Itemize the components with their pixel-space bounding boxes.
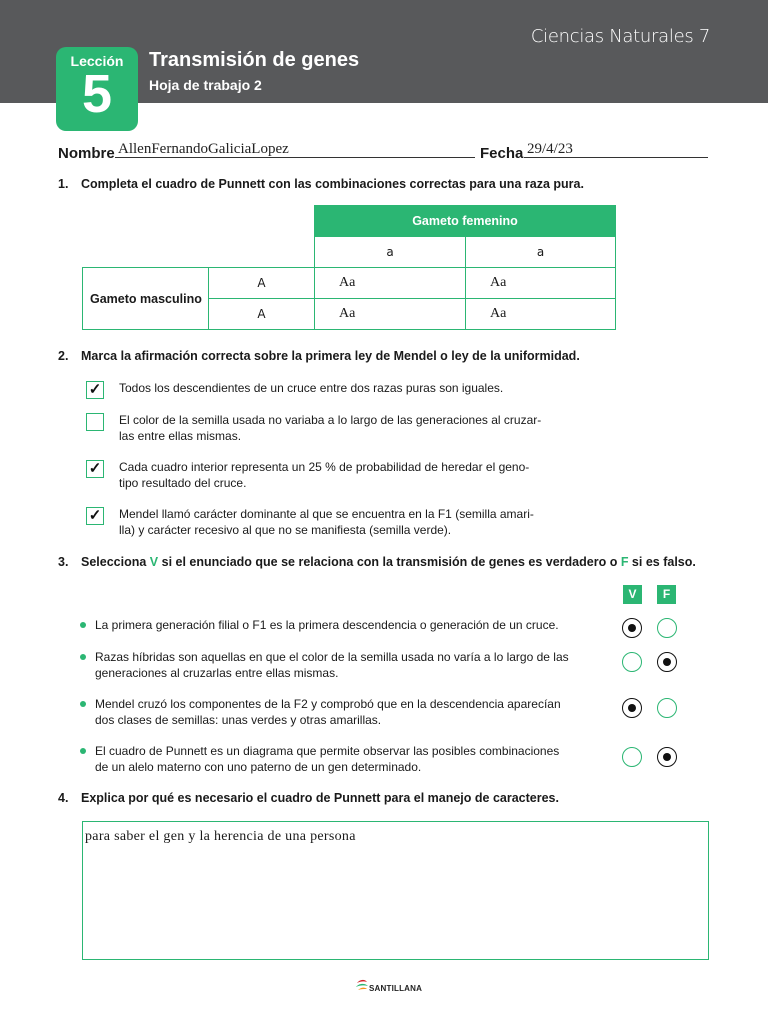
option-text: Cada cuadro interior representa un 25 % de probabilidad de heredar el geno- tipo resultado del cruce.	[119, 460, 530, 490]
santillana-logo-icon	[355, 979, 369, 993]
radio-true[interactable]	[622, 698, 642, 718]
question-4	[58, 791, 559, 805]
subject-title: Ciencias Naturales 7	[530, 26, 710, 47]
male-allele: A	[209, 299, 315, 330]
female-allele: a	[466, 237, 616, 268]
statement-text: La primera generación filial o F1 es la primera descendencia o generación de un cruce.	[95, 618, 559, 632]
punnett-cell[interactable]: Aa	[315, 268, 466, 299]
bullet-icon	[80, 622, 86, 628]
worksheet-title: Transmisión de genes	[149, 49, 360, 71]
lesson-label: Lección	[70, 53, 124, 69]
checkbox-option[interactable]	[86, 507, 556, 547]
tf-statement	[80, 697, 680, 733]
radio-false[interactable]	[657, 698, 677, 718]
radio-true[interactable]	[622, 652, 642, 672]
false-column-header: F	[657, 585, 676, 604]
female-allele: a	[315, 237, 466, 268]
statement-text: El cuadro de Punnett es un diagrama que permite observar las posibles combinaciones de un alelo materno con uno paterno de un gen determinado.	[95, 744, 560, 774]
question-number: 2.	[58, 349, 69, 363]
question-1	[58, 177, 584, 191]
question-number: 1.	[58, 177, 69, 191]
question-text: Completa el cuadro de Punnett con las combinaciones correctas para una raza pura.	[81, 177, 584, 191]
tf-statement	[80, 618, 680, 654]
checkbox[interactable]	[86, 413, 104, 431]
true-column-header: V	[623, 585, 642, 604]
statement-text: Razas híbridas son aquellas en que el color de la semilla usada no varía a lo largo de las generaciones al cruzarlas entre ellas mismas.	[95, 650, 569, 680]
date-label: Fecha	[480, 145, 524, 162]
true-letter: V	[149, 555, 159, 569]
option-text: El color de la semilla usada no variaba a lo largo de las generaciones al cruzar- las entre ellas mismas.	[119, 413, 542, 443]
false-letter: F	[620, 555, 629, 569]
bullet-icon	[80, 748, 86, 754]
radio-false[interactable]	[657, 652, 677, 672]
checkbox[interactable]: ✓	[86, 381, 104, 399]
publisher-name: SANTILLANA	[369, 984, 423, 993]
bullet-icon	[80, 654, 86, 660]
female-gamete-header: Gameto femenino	[315, 206, 616, 237]
statement-text: Mendel cruzó los componentes de la F2 y comprobó que en la descendencia aparecían dos clases de semillas: unas verdes y otras amarillas.	[95, 697, 561, 727]
punnett-square	[82, 205, 616, 330]
bullet-icon	[80, 701, 86, 707]
santillana-logo	[355, 979, 423, 995]
answer-text: para saber el gen y la herencia de una persona	[85, 829, 356, 844]
checkbox[interactable]: ✓	[86, 507, 104, 525]
punnett-cell[interactable]: Aa	[466, 268, 616, 299]
question-2	[58, 349, 580, 363]
date-field[interactable]: 29/4/23	[527, 141, 573, 157]
punnett-cell[interactable]: Aa	[466, 299, 616, 330]
tf-statement	[80, 650, 680, 686]
male-gamete-label: Gameto masculino	[83, 268, 209, 330]
option-text: Todos los descendientes de un cruce entre dos razas puras son iguales.	[119, 381, 504, 395]
radio-true[interactable]	[622, 618, 642, 638]
question-text: Explica por qué es necesario el cuadro de Punnett para el manejo de caracteres.	[81, 791, 559, 805]
checkbox-option[interactable]	[86, 413, 556, 453]
option-text: Mendel llamó carácter dominante al que se encuentra en la F1 (semilla amari- lla) y carácter recesivo al que no se manifiesta (semilla verde).	[119, 507, 534, 537]
question-number: 3.	[58, 555, 69, 569]
checkbox-option[interactable]	[86, 460, 556, 500]
lesson-number: 5	[81, 64, 113, 124]
checkbox[interactable]: ✓	[86, 460, 104, 478]
lesson-badge	[56, 47, 138, 131]
worksheet-subtitle: Hoja de trabajo 2	[149, 77, 262, 93]
radio-false[interactable]	[657, 618, 677, 638]
punnett-cell[interactable]: Aa	[315, 299, 466, 330]
question-3: 3. Selecciona V si el enunciado que se relaciona con la transmisión de genes es verdadero o F si es falso.	[58, 555, 696, 569]
name-underline	[115, 157, 475, 158]
date-underline	[524, 157, 708, 158]
tf-statement	[80, 744, 680, 780]
question-text: Marca la afirmación correcta sobre la primera ley de Mendel o ley de la uniformidad.	[81, 349, 580, 363]
radio-false[interactable]	[657, 747, 677, 767]
radio-true[interactable]	[622, 747, 642, 767]
name-field[interactable]: AllenFernandoGaliciaLopez	[118, 141, 289, 157]
answer-textarea[interactable]	[82, 821, 709, 960]
name-label: Nombre	[58, 145, 115, 162]
male-allele: A	[209, 268, 315, 299]
question-number: 4.	[58, 791, 69, 805]
